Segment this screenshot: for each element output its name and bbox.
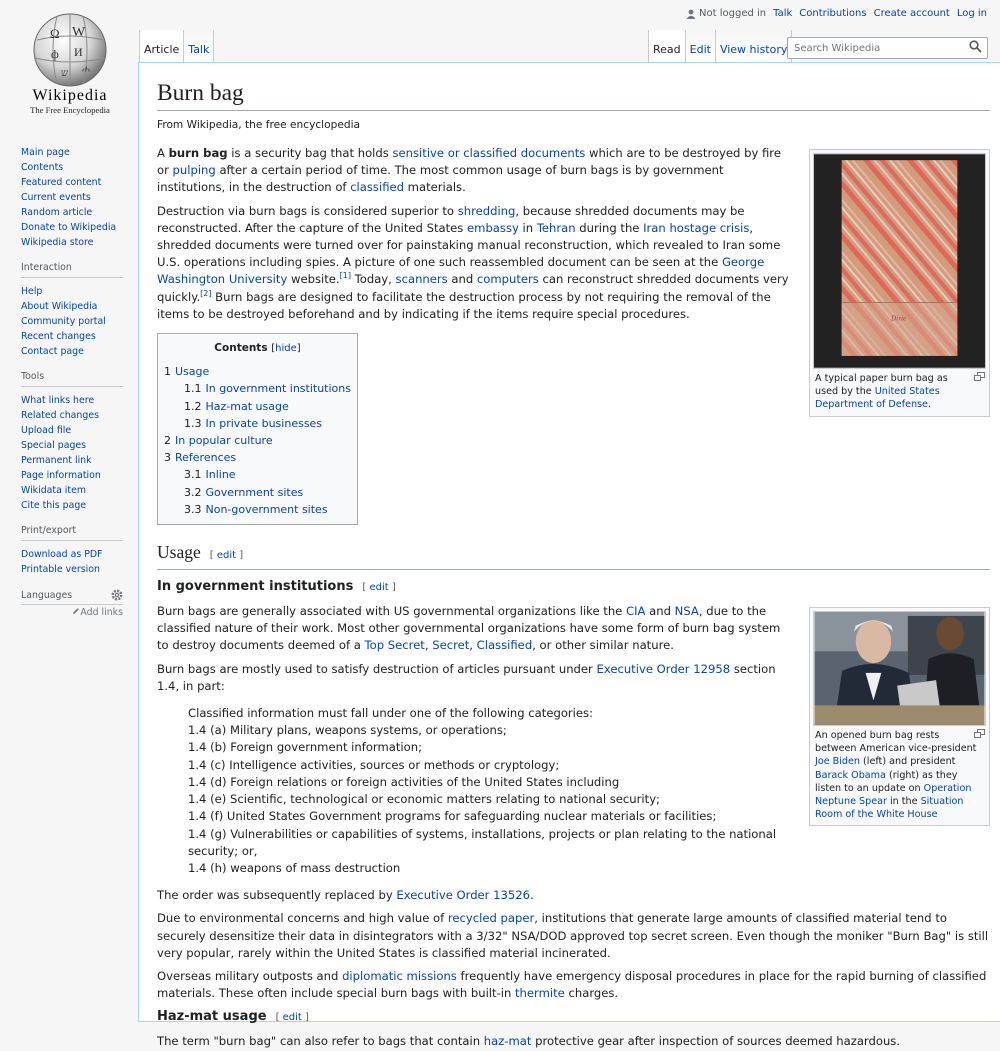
link-shredding[interactable]: shredding	[457, 203, 516, 218]
not-logged-in	[686, 8, 766, 19]
toc-number: 3.2	[184, 485, 202, 499]
text: .	[530, 888, 534, 903]
paragraph-environmental	[157, 910, 990, 962]
text: Destruction via burn bags is considered superior to	[157, 203, 458, 218]
logo-tagline: The Free Encyclopedia	[30, 105, 110, 115]
section-heading-government	[157, 578, 990, 597]
link-iran-hostage-crisis[interactable]: Iran hostage crisis	[643, 220, 750, 235]
heading-text: In government institutions	[157, 579, 354, 595]
text: which are to be destroyed by fire or	[157, 146, 781, 178]
toc-item[interactable]	[164, 398, 351, 415]
caption-end: .	[927, 399, 932, 411]
sidebar-item-contents[interactable]: Contents	[21, 162, 64, 173]
wikipedia-logo[interactable]	[20, 10, 120, 122]
sidebar-item-page-information[interactable]: Page information	[21, 470, 101, 481]
text: Burn bags are mostly used to satisfy destruction of articles pursuant under	[157, 661, 597, 676]
text: during the	[575, 220, 644, 235]
text: Today,	[350, 272, 396, 287]
text: and	[447, 272, 477, 287]
add-links[interactable]	[21, 607, 123, 618]
edit-section: [ edit ]	[209, 550, 244, 562]
toc-link[interactable]: In private businesses	[205, 416, 323, 430]
toc-item[interactable]	[164, 380, 351, 397]
link-executive-order-12958[interactable]: Executive Order 12958	[596, 661, 731, 676]
toc-item[interactable]	[164, 449, 351, 466]
link-classified[interactable]: classified	[350, 180, 404, 195]
print-export-heading: Print/export	[21, 525, 123, 541]
link-embassy[interactable]: embassy	[467, 220, 519, 235]
toc-number: 3.3	[184, 502, 202, 516]
quote-line: 1.4 (d) Foreign relations or foreign activities of the United States including	[188, 774, 620, 789]
logo-wordmark: Wikipedia	[32, 87, 108, 104]
sidebar-navigation	[21, 145, 123, 250]
tab-read[interactable]: Read	[648, 30, 686, 62]
text: and	[645, 604, 675, 619]
log-in-link[interactable]: Log in	[956, 8, 987, 19]
thumbnail-burn-bag	[809, 149, 990, 417]
link-barack-obama[interactable]: Barack Obama	[815, 769, 886, 781]
quote-line: 1.4 (e) Scientific, technological or economic matters relating to national security;	[188, 792, 660, 807]
edit-section: [ edit ]	[362, 582, 396, 594]
sidebar-item-current-events[interactable]: Current events	[21, 192, 91, 203]
enlarge-icon[interactable]	[974, 372, 985, 381]
text: website.	[287, 272, 340, 287]
namespace-tabs	[139, 30, 214, 62]
text: The order was subsequently replaced by	[157, 888, 397, 903]
sidebar-item-contact-page[interactable]: Contact page	[21, 346, 84, 357]
toc-link[interactable]: Non-government sites	[205, 502, 328, 516]
quote-line: 1.4 (a) Military plans, weapons systems, or operations;	[188, 723, 507, 738]
link-secret[interactable]: Secret	[432, 638, 470, 653]
toc-hide-toggle[interactable]: hide	[275, 343, 297, 355]
article-body	[157, 145, 990, 1051]
toc-number: 2	[164, 434, 171, 448]
text: charges.	[564, 986, 619, 1001]
tab-article[interactable]: Article	[139, 30, 184, 62]
sidebar-item-cite-this-page[interactable]: Cite this page	[21, 500, 87, 511]
link-nsa[interactable]: NSA	[674, 604, 699, 619]
burn-bag-image[interactable]	[813, 153, 986, 369]
tab-view-history[interactable]: View history	[716, 30, 792, 62]
sidebar-print-export	[21, 525, 123, 577]
quote-line: Classified information must fall under one of the following categories:	[188, 706, 593, 721]
puzzle-globe-icon	[27, 10, 113, 88]
text: Due to environmental concerns and high value of	[157, 911, 448, 926]
svg-text:ሐ: ሐ	[82, 64, 91, 75]
quote-line: 1.4 (h) weapons of mass destruction	[188, 860, 401, 875]
link-scanners[interactable]: scanners	[395, 272, 448, 287]
bold-term: burn bag	[168, 146, 228, 160]
search-input[interactable]	[787, 37, 988, 59]
site-subtitle: From Wikipedia, the free encyclopedia	[157, 119, 360, 131]
languages-heading: Languages	[21, 589, 73, 601]
toc-item[interactable]	[164, 501, 351, 518]
link-computers[interactable]: computers	[476, 272, 539, 287]
text: section 1.4, in part:	[157, 661, 776, 693]
toc-link[interactable]: Government sites	[205, 485, 304, 499]
toc-number: 3.1	[184, 468, 202, 482]
toc-number: 1.3	[184, 416, 202, 430]
text: is a security bag that holds	[227, 146, 393, 160]
personal-tools	[686, 8, 987, 19]
toc-link[interactable]: In government institutions	[205, 382, 351, 396]
text: The term "burn bag" can also refer to bags that contain	[157, 1034, 484, 1049]
link-classified-level[interactable]: Classified	[476, 638, 533, 653]
link-pulping[interactable]: pulping	[172, 163, 216, 178]
svg-text:И: И	[74, 45, 83, 59]
toc-number: 1.1	[184, 382, 202, 396]
tools-heading: Tools	[21, 371, 123, 387]
sidebar-item-community-portal[interactable]: Community portal	[21, 316, 106, 327]
text: , institutions that generate large amounts of classified material tend to securely desensitize their data in disintegrators with a 3/32" NSA/DOD approved top secret screen. Even though the moniker "Burn Bag" is still very popular, rarely within the United States is classified material incinerated.	[157, 911, 989, 960]
search-icon[interactable]	[969, 40, 982, 53]
caption-text: (left) and president	[859, 756, 956, 768]
link-executive-order-13526[interactable]: Executive Order 13526	[396, 888, 531, 903]
toc-link[interactable]: In popular culture	[175, 434, 273, 448]
sidebar-item-donate[interactable]: Donate to Wikipedia	[21, 222, 117, 233]
thumbnail-caption	[813, 369, 986, 413]
text: in	[518, 220, 537, 235]
sidebar-item-about[interactable]: About Wikipedia	[21, 301, 98, 312]
text: Burn bags are designed to facilitate the destruction process by not requiring the removal of the items to be destroyed beforehand and by indicating if the items require special procedures.	[157, 289, 771, 321]
text: can reconstruct shredded documents very quickly.	[157, 272, 789, 304]
add-links-label: Add links	[80, 607, 123, 618]
toc-item[interactable]	[164, 466, 351, 483]
link-sensitive-documents[interactable]: sensitive or classified documents	[392, 146, 586, 160]
sidebar-item-permanent-link[interactable]: Permanent link	[21, 455, 92, 466]
heading-text: Haz-mat usage	[157, 1009, 267, 1025]
sidebar-languages	[21, 589, 123, 618]
link-tehran[interactable]: Tehran	[536, 220, 576, 235]
sidebar-item-recent-changes[interactable]: Recent changes	[21, 331, 96, 342]
sidebar-item-related-changes[interactable]: Related changes	[21, 410, 99, 421]
caption-text: An opened burn bag rests between American vice-president	[815, 730, 977, 755]
toc-list	[164, 363, 351, 518]
link-thermite[interactable]: thermite	[515, 986, 565, 1001]
quote-line: 1.4 (f) United States Government programs for safeguarding nuclear materials or facilities;	[188, 809, 717, 824]
svg-text:ש: ש	[61, 68, 69, 79]
svg-text:Ω: Ω	[50, 26, 60, 41]
caption-text: in the	[886, 796, 921, 808]
text: Burn bags are generally associated with US governmental organizations like the	[157, 604, 627, 619]
edit-section-link[interactable]: edit	[216, 550, 237, 562]
link-cia[interactable]: CIA	[626, 604, 646, 619]
svg-text:W: W	[72, 25, 86, 40]
section-heading-hazmat	[157, 1008, 990, 1027]
toc-hide: [hide]	[271, 343, 301, 355]
gear-icon[interactable]	[111, 589, 123, 601]
sidebar	[21, 145, 123, 630]
quote-line: 1.4 (b) Foreign government information;	[188, 740, 423, 755]
not-logged-in-label: Not logged in	[699, 8, 767, 19]
thumbnail-situation-room	[809, 607, 990, 826]
toc-link[interactable]: Haz-mat usage	[205, 399, 289, 413]
link-recycled-paper[interactable]: recycled paper	[447, 911, 535, 926]
sidebar-item-featured-content[interactable]: Featured content	[21, 177, 102, 188]
edit-section: [ edit ]	[275, 1012, 309, 1024]
text: frequently have emergency disposal procedures in place for the rapid burning of classified materials. These often include special burn bags with built-in	[157, 968, 987, 1001]
text: A	[157, 146, 169, 160]
link-operation-neptune-spear[interactable]: Operation Neptune Spear	[815, 782, 972, 808]
text: , due to the classified nature of their work. Most other governmental organizations have some form of burn bag system to destroy documents deemed of a	[157, 604, 781, 653]
interaction-heading: Interaction	[21, 262, 123, 278]
toc-item[interactable]	[164, 484, 351, 501]
link-situation-room[interactable]: Situation Room of the White House	[815, 796, 964, 821]
sidebar-interaction	[21, 262, 123, 359]
sidebar-item-help[interactable]: Help	[21, 286, 43, 297]
talk-link[interactable]: Talk	[773, 8, 793, 19]
sidebar-tools	[21, 371, 123, 513]
tab-talk[interactable]: Talk	[184, 30, 214, 62]
table-of-contents	[157, 333, 358, 525]
link-gwu[interactable]: George Washington University	[157, 255, 765, 287]
sidebar-item-printable-version[interactable]: Printable version	[21, 564, 100, 575]
sidebar-item-download-pdf[interactable]: Download as PDF	[21, 549, 103, 560]
link-joe-biden[interactable]: Joe Biden	[815, 756, 860, 768]
toc-item[interactable]	[164, 432, 351, 449]
text: materials.	[403, 180, 466, 195]
quote-line: 1.4 (c) Intelligence activities, sources or methods or cryptology;	[188, 757, 560, 772]
contributions-link[interactable]: Contributions	[799, 8, 867, 19]
text: ,	[424, 638, 433, 653]
content-area	[138, 62, 1000, 1049]
paragraph-replaced	[157, 887, 990, 904]
text: , or other similar nature.	[532, 638, 674, 653]
user-icon	[686, 9, 696, 19]
toc-number: 1	[164, 365, 171, 379]
languages-header	[21, 589, 123, 605]
toc-number: 3	[164, 451, 171, 465]
edit-section-link[interactable]: edit	[282, 1012, 302, 1024]
sidebar-item-special-pages[interactable]: Special pages	[21, 440, 87, 451]
toc-heading: Contents	[214, 342, 268, 355]
link-top-secret[interactable]: Top Secret	[364, 638, 425, 653]
reference-2[interactable]: [2]	[200, 288, 212, 298]
create-account-link[interactable]: Create account	[873, 8, 950, 19]
sidebar-item-wikidata-item[interactable]: Wikidata item	[21, 485, 86, 496]
svg-text:Dixie: Dixie	[891, 315, 907, 323]
text: ,	[469, 638, 477, 653]
paragraph-hazmat	[157, 1033, 990, 1050]
link-haz-mat[interactable]: haz-mat	[483, 1034, 532, 1049]
caption-text: A typical paper burn bag as used by the	[815, 373, 948, 398]
heading-text: Usage	[157, 542, 201, 563]
edit-section-link[interactable]: edit	[369, 582, 389, 594]
caption-text: (right) as they listen to an update on	[815, 769, 958, 794]
reference-1[interactable]: [1]	[339, 271, 351, 281]
text: , because shredded documents may be reconstructed. After the capture of the United States	[157, 203, 745, 235]
link-dod[interactable]: United States Department of Defense	[815, 386, 940, 411]
section-heading-usage	[157, 539, 990, 570]
tab-edit[interactable]: Edit	[686, 30, 716, 62]
sidebar-item-main-page[interactable]: Main page	[21, 147, 70, 158]
sidebar-item-what-links-here[interactable]: What links here	[21, 395, 95, 406]
toc-item[interactable]	[164, 363, 351, 380]
toc-number: 1.2	[184, 399, 202, 413]
svg-text:ф: ф	[51, 47, 59, 61]
page-title: Burn bag	[157, 78, 990, 111]
link-diplomatic-missions[interactable]: diplomatic missions	[342, 968, 457, 983]
text: , shredded documents were turned over for painstaking manual reconstruction, which revealed to Iran some U.S. operations including spies. A picture of one such reassembled document can be seen at the	[157, 220, 781, 270]
toc-link[interactable]: Inline	[205, 468, 236, 482]
sidebar-item-random-article[interactable]: Random article	[21, 207, 93, 218]
sidebar-item-store[interactable]: Wikipedia store	[21, 237, 94, 248]
text: protective gear after inspection of sources deemed hazardous.	[531, 1034, 901, 1049]
toc-title	[164, 340, 351, 357]
sidebar-item-upload-file[interactable]: Upload file	[21, 425, 72, 436]
view-tabs	[648, 30, 792, 62]
thumbnail-caption	[813, 726, 986, 822]
toc-link[interactable]: References	[175, 451, 237, 465]
situation-room-photo[interactable]	[813, 611, 986, 726]
paragraph-overseas	[157, 968, 990, 1002]
enlarge-icon[interactable]	[974, 729, 985, 738]
quote-line: 1.4 (g) Vulnerabilities or capabilities of systems, installations, projects or plan relating to the national security; or,	[188, 826, 777, 858]
text: Overseas military outposts and	[157, 968, 343, 983]
toc-item[interactable]	[164, 415, 351, 432]
text: after a certain period of time. The most common usage of burn bags is by government institutions, in the destruction of	[157, 163, 724, 195]
toc-link[interactable]: Usage	[175, 365, 210, 379]
